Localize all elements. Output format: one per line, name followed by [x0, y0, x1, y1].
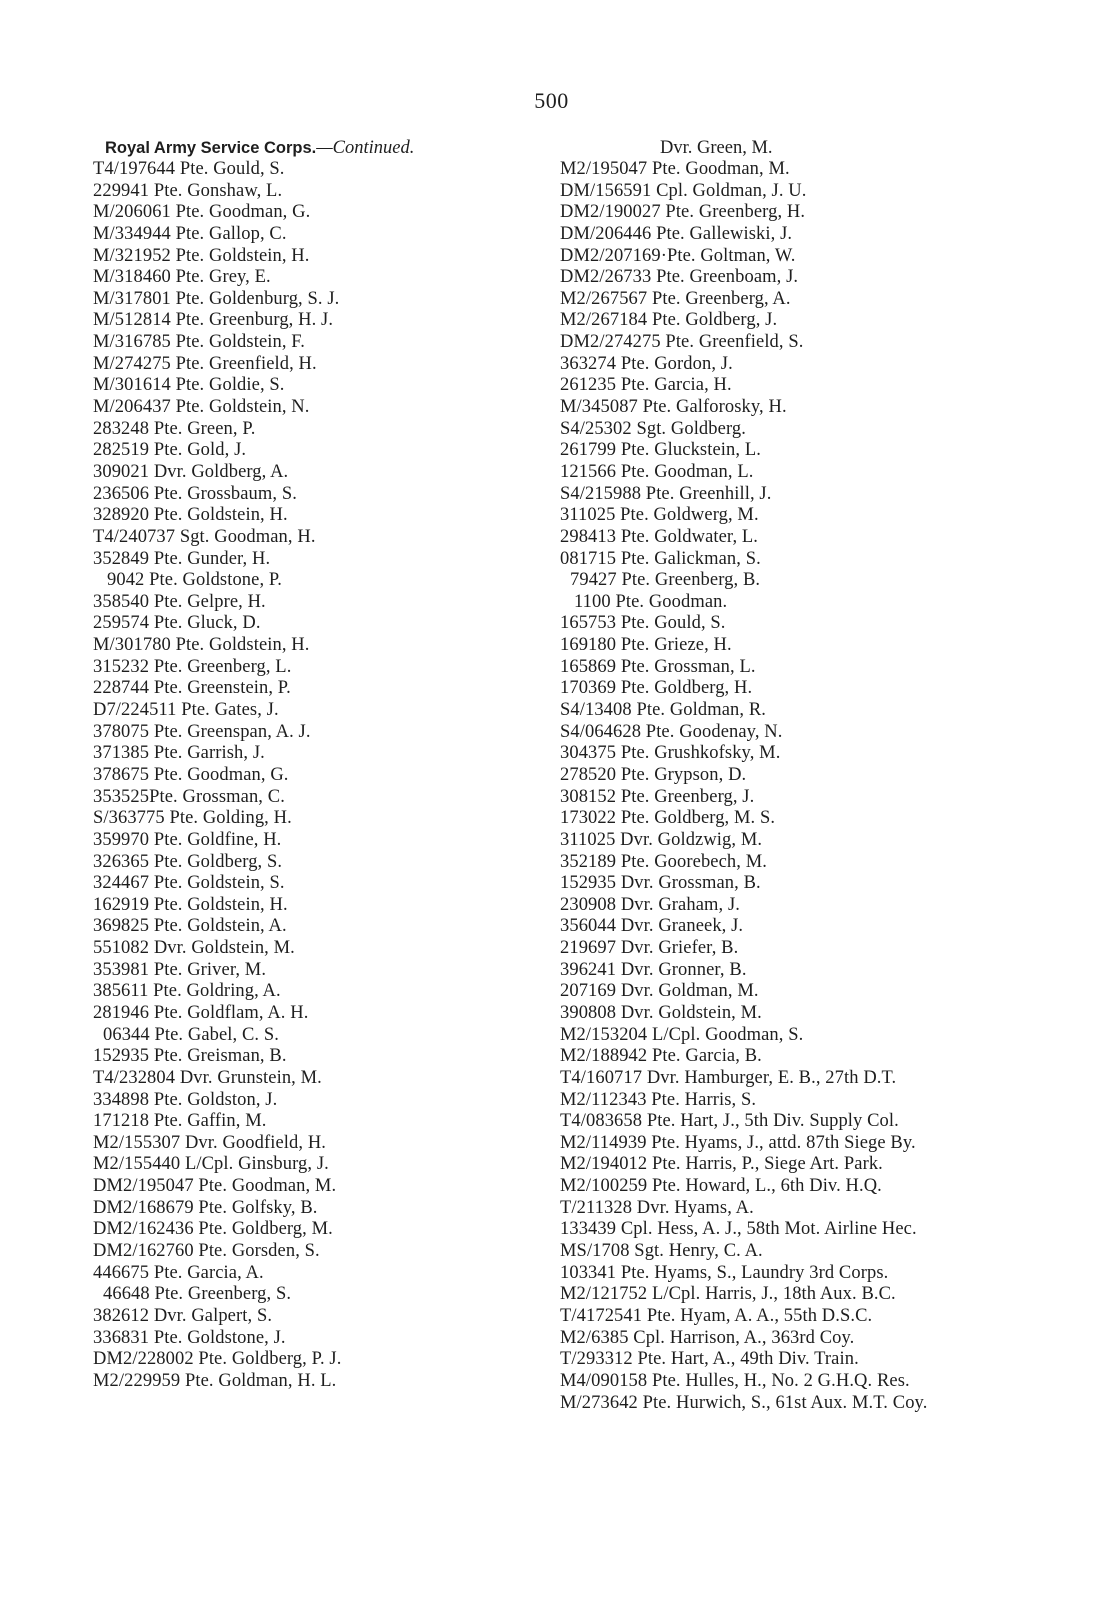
roll-entry: 311025 Pte. Goldwerg, M. — [560, 505, 759, 526]
roll-entry: 121566 Pte. Goodman, L. — [560, 461, 754, 482]
roll-entry: T/4172541 Pte. Hyam, A. A., 55th D.S.C. — [560, 1305, 873, 1326]
roll-entry: 324467 Pte. Goldstein, S. — [93, 873, 285, 894]
roll-entry: 230908 Dvr. Graham, J. — [560, 894, 740, 915]
roll-entry: 173022 Pte. Goldberg, M. S. — [560, 808, 776, 829]
roll-entry: 356044 Dvr. Graneek, J. — [560, 916, 744, 937]
roll-entry: 551082 Dvr. Goldstein, M. — [93, 938, 295, 959]
roll-entry: T4/240737 Sgt. Goodman, H. — [93, 526, 316, 547]
roll-entry: 162919 Pte. Goldstein, H. — [93, 894, 288, 915]
roll-entry: 378675 Pte. Goodman, G. — [93, 764, 289, 785]
roll-entry: 353981 Pte. Griver, M. — [93, 959, 267, 980]
left-entry-list — [93, 159, 533, 1393]
roll-entry: 261235 Pte. Garcia, H. — [560, 375, 732, 396]
roll-entry: 261799 Pte. Gluckstein, L. — [560, 440, 761, 461]
roll-entry: 229941 Pte. Gonshaw, L. — [93, 180, 283, 201]
roll-entry: 207169 Dvr. Goldman, M. — [560, 981, 759, 1002]
roll-entry: 352849 Pte. Gunder, H. — [93, 548, 271, 569]
roll-entry: DM2/228002 Pte. Goldberg, P. J. — [93, 1349, 342, 1370]
roll-entry: 228744 Pte. Greenstein, P. — [93, 678, 291, 699]
roll-entry: 236506 Pte. Grossbaum, S. — [93, 483, 297, 504]
roll-entry: M/512814 Pte. Greenburg, H. J. — [93, 310, 334, 331]
roll-entry: M/317801 Pte. Goldenburg, S. J. — [93, 288, 340, 309]
page-number: 500 — [534, 88, 569, 113]
roll-entry: M/334944 Pte. Gallop, C. — [93, 223, 287, 244]
roll-entry: 328920 Pte. Goldstein, H. — [93, 505, 288, 526]
roll-entry: M2/155440 L/Cpl. Ginsburg, J. — [93, 1154, 329, 1175]
right-column — [560, 137, 1060, 1414]
roll-entry: 353525Pte. Grossman, C. — [93, 786, 285, 807]
roll-entry: DM/156591 Cpl. Goldman, J. U. — [560, 180, 807, 201]
roll-entry: M2/100259 Pte. Howard, L., 6th Div. H.Q. — [560, 1176, 882, 1197]
roll-entry: 369825 Pte. Goldstein, A. — [93, 916, 287, 937]
roll-entry: 308152 Pte. Greenberg, J. — [560, 786, 755, 807]
roll-entry: 152935 Pte. Greisman, B. — [93, 1046, 287, 1067]
roll-entry: S4/13408 Pte. Goldman, R. — [560, 700, 767, 721]
roll-entry: M2/267567 Pte. Greenberg, A. — [560, 288, 791, 309]
roll-entry: M2/121752 L/Cpl. Harris, J., 18th Aux. B.C. — [560, 1284, 896, 1305]
roll-entry: S4/064628 Pte. Goodenay, N. — [560, 721, 783, 742]
roll-entry: M2/153204 L/Cpl. Goodman, S. — [560, 1024, 804, 1045]
roll-entry: 385611 Pte. Goldring, A. — [93, 981, 281, 1002]
left-column — [93, 137, 533, 1393]
roll-entry: M/274275 Pte. Greenfield, H. — [93, 353, 317, 374]
roll-entry: 1100 Pte. Goodman. — [574, 591, 728, 612]
roll-entry: T/211328 Dvr. Hyams, A. — [560, 1197, 754, 1218]
roll-entry: M/301614 Pte. Goldie, S. — [93, 375, 285, 396]
roll-entry: 46648 Pte. Greenberg, S. — [103, 1284, 292, 1305]
roll-entry: 311025 Dvr. Goldzwig, M. — [560, 829, 763, 850]
roll-entry: 315232 Pte. Greenberg, L. — [93, 656, 292, 677]
roll-entry: 169180 Pte. Grieze, H. — [560, 635, 732, 656]
roll-entry: M4/090158 Pte. Hulles, H., No. 2 G.H.Q. Res. — [560, 1370, 910, 1391]
roll-entry: 165869 Pte. Grossman, L. — [560, 656, 756, 677]
roll-entry: M/318460 Pte. Grey, E. — [93, 267, 271, 288]
roll-entry: M/273642 Pte. Hurwich, S., 61st Aux. M.T. Coy. — [560, 1392, 928, 1413]
roll-entry: T4/160717 Dvr. Hamburger, E. B., 27th D.T. — [560, 1067, 897, 1088]
roll-entry: 371385 Pte. Garrish, J. — [93, 743, 265, 764]
section-heading — [93, 137, 533, 159]
roll-entry: 334898 Pte. Goldston, J. — [93, 1089, 278, 1110]
roll-entry: 9042 Pte. Goldstone, P. — [107, 570, 282, 591]
roll-entry: 283248 Pte. Green, P. — [93, 418, 256, 439]
roll-entry: 081715 Pte. Galickman, S. — [560, 548, 761, 569]
roll-entry: 359970 Pte. Goldfine, H. — [93, 829, 282, 850]
roll-entry: 363274 Pte. Gordon, J. — [560, 353, 733, 374]
roll-entry: 219697 Dvr. Griefer, B. — [560, 938, 739, 959]
roll-entry: M2/155307 Dvr. Goodfield, H. — [93, 1132, 327, 1153]
roll-entry: M2/195047 Pte. Goodman, M. — [560, 159, 790, 179]
roll-entry: M/301780 Pte. Goldstein, H. — [93, 635, 310, 656]
roll-entry: 259574 Pte. Gluck, D. — [93, 613, 261, 634]
roll-entry: 06344 Pte. Gabel, C. S. — [103, 1024, 279, 1045]
roll-entry: DM2/274275 Pte. Greenfield, S. — [560, 332, 804, 353]
roll-entry: 378075 Pte. Greenspan, A. J. — [93, 721, 311, 742]
roll-entry: S4/215988 Pte. Greenhill, J. — [560, 483, 772, 504]
right-entry-list — [560, 159, 1060, 1414]
roll-entry: T4/083658 Pte. Hart, J., 5th Div. Supply Col. — [560, 1111, 899, 1132]
roll-entry: DM2/162436 Pte. Goldberg, M. — [93, 1219, 333, 1240]
roll-entry: T4/197644 Pte. Gould, S. — [93, 159, 285, 179]
roll-entry: M2/6385 Cpl. Harrison, A., 363rd Coy. — [560, 1327, 855, 1348]
roll-entry: 281946 Pte. Goldflam, A. H. — [93, 1002, 309, 1023]
roll-entry: 103341 Pte. Hyams, S., Laundry 3rd Corps. — [560, 1262, 889, 1283]
roll-entry: T/293312 Pte. Hart, A., 49th Div. Train. — [560, 1349, 859, 1370]
section-heading-name: Royal Army Service Corps. — [105, 139, 317, 157]
roll-entry: 382612 Dvr. Galpert, S. — [93, 1305, 273, 1326]
roll-entry: DM2/162760 Pte. Gorsden, S. — [93, 1241, 320, 1262]
roll-entry: M2/114939 Pte. Hyams, J., attd. 87th Siege By. — [560, 1132, 916, 1153]
roll-entry: 446675 Pte. Garcia, A. — [93, 1262, 264, 1283]
roll-entry: 171218 Pte. Gaffin, M. — [93, 1111, 267, 1132]
roll-entry: 396241 Dvr. Gronner, B. — [560, 959, 747, 980]
roll-entry: M/206437 Pte. Goldstein, N. — [93, 397, 310, 418]
section-heading-continued: —Continued. — [316, 138, 415, 158]
roll-entry: 326365 Pte. Goldberg, S. — [93, 851, 283, 872]
roll-entry: DM2/195047 Pte. Goodman, M. — [93, 1176, 337, 1197]
roll-entry: M2/267184 Pte. Goldberg, J. — [560, 310, 778, 331]
roll-entry: 336831 Pte. Goldstone, J. — [93, 1327, 286, 1348]
roll-entry: M2/188942 Pte. Garcia, B. — [560, 1046, 762, 1067]
roll-entry: M2/194012 Pte. Harris, P., Siege Art. Park. — [560, 1154, 883, 1175]
roll-entry: 282519 Pte. Gold, J. — [93, 440, 247, 461]
roll-entry: S4/25302 Sgt. Goldberg. — [560, 418, 746, 439]
roll-entry: S/363775 Pte. Golding, H. — [93, 808, 292, 829]
roll-entry: M2/229959 Pte. Goldman, H. L. — [93, 1370, 337, 1391]
roll-entry: T4/232804 Dvr. Grunstein, M. — [93, 1067, 322, 1088]
roll-entry: M2/112343 Pte. Harris, S. — [560, 1089, 757, 1110]
continued-entry: Dvr. Green, M. — [660, 138, 773, 158]
roll-entry: 309021 Dvr. Goldberg, A. — [93, 461, 289, 482]
roll-entry: DM2/207169·Pte. Goltman, W. — [560, 245, 796, 266]
roll-entry: 298413 Pte. Goldwater, L. — [560, 526, 759, 547]
roll-entry: 278520 Pte. Grypson, D. — [560, 764, 747, 785]
roll-entry: D7/224511 Pte. Gates, J. — [93, 700, 279, 721]
roll-entry: DM2/190027 Pte. Greenberg, H. — [560, 202, 806, 223]
roll-entry: 165753 Pte. Gould, S. — [560, 613, 726, 634]
roll-entry: DM2/26733 Pte. Greenboam, J. — [560, 267, 799, 288]
roll-entry: 390808 Dvr. Goldstein, M. — [560, 1002, 762, 1023]
roll-entry: DM/206446 Pte. Gallewiski, J. — [560, 223, 793, 244]
roll-entry: 79427 Pte. Greenberg, B. — [570, 570, 761, 591]
roll-entry: DM2/168679 Pte. Golfsky, B. — [93, 1197, 318, 1218]
roll-entry: M/316785 Pte. Goldstein, F. — [93, 332, 305, 353]
roll-entry: MS/1708 Sgt. Henry, C. A. — [560, 1241, 763, 1262]
roll-entry: 352189 Pte. Goorebech, M. — [560, 851, 767, 872]
roll-entry: 133439 Cpl. Hess, A. J., 58th Mot. Airline Hec. — [560, 1219, 917, 1240]
roll-entry: M/321952 Pte. Goldstein, H. — [93, 245, 310, 266]
roll-entry: 358540 Pte. Gelpre, H. — [93, 591, 266, 612]
roll-entry: 170369 Pte. Goldberg, H. — [560, 678, 753, 699]
roll-entry: M/206061 Pte. Goodman, G. — [93, 202, 311, 223]
roll-entry: 304375 Pte. Grushkofsky, M. — [560, 743, 781, 764]
roll-entry: 152935 Dvr. Grossman, B. — [560, 873, 761, 894]
roll-entry: M/345087 Pte. Galforosky, H. — [560, 397, 787, 418]
